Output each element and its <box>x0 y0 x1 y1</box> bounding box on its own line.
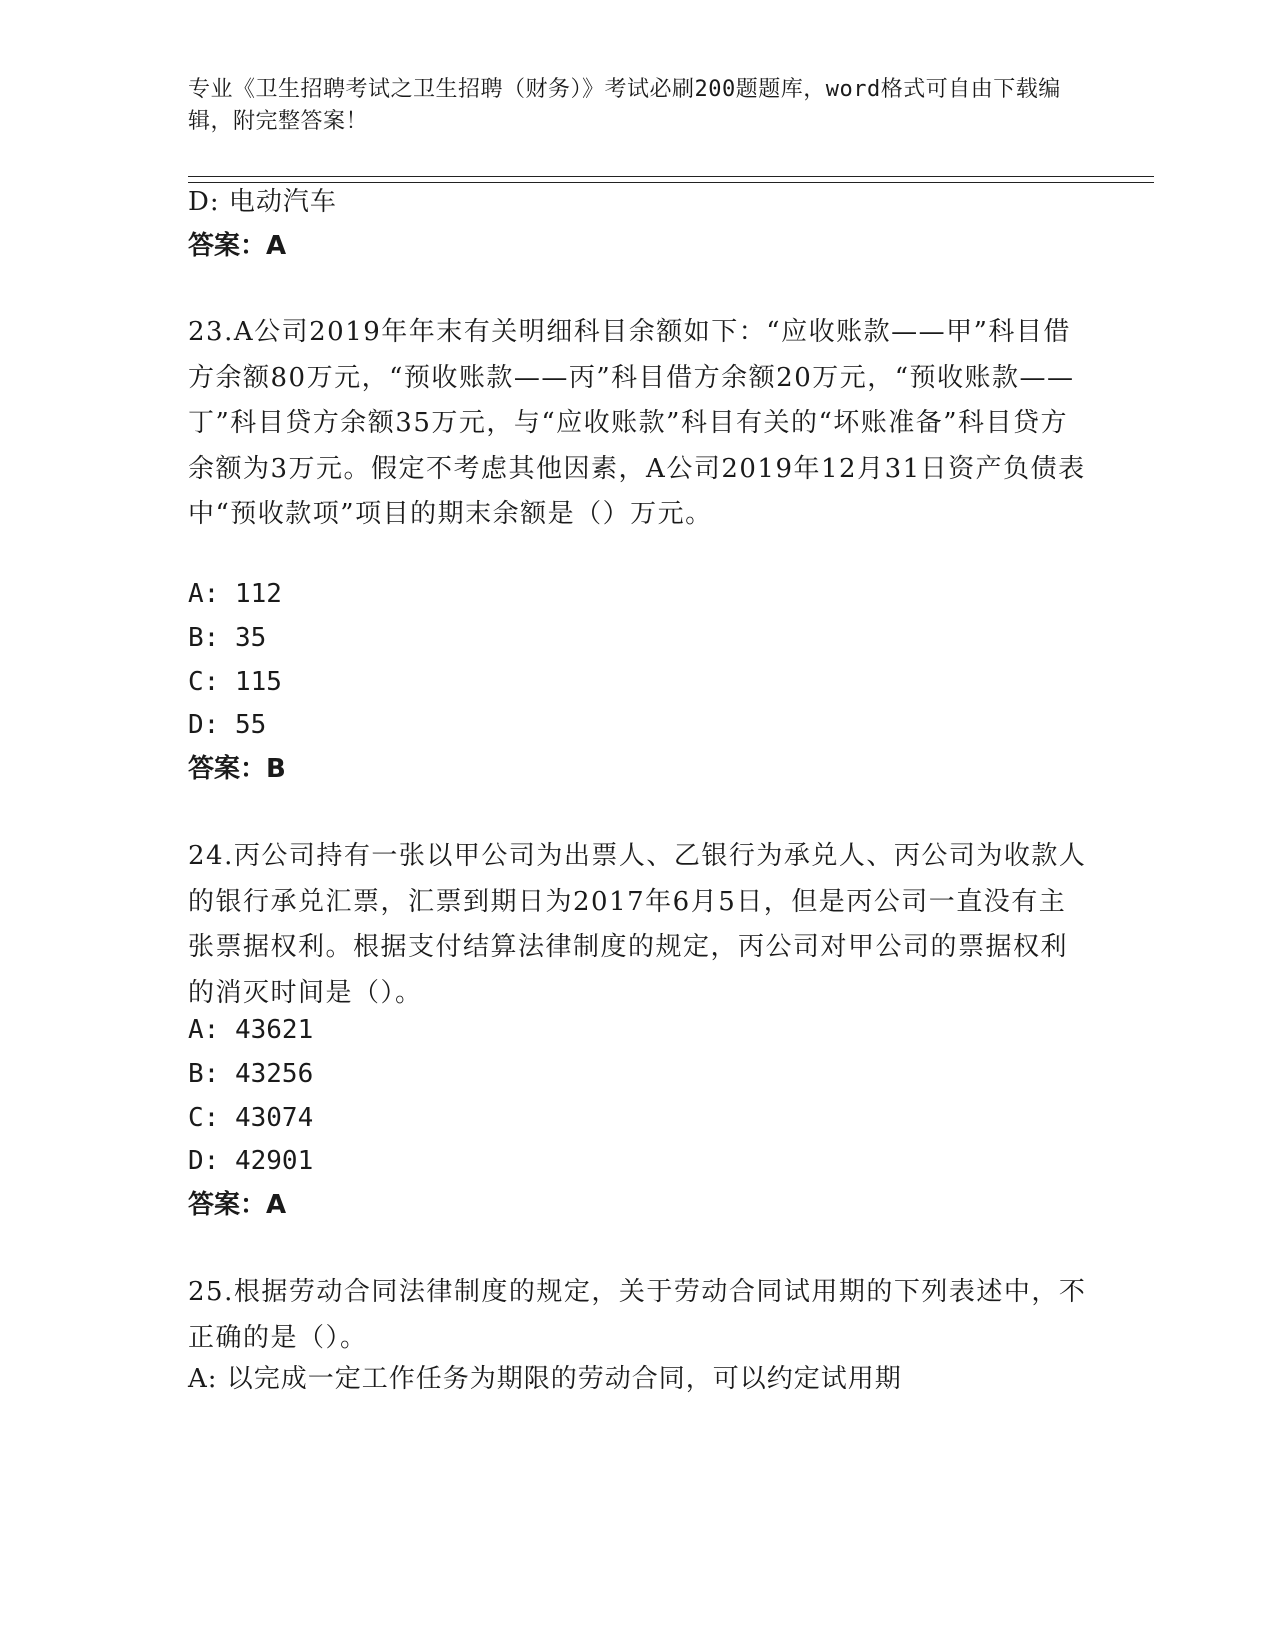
question-24-answer: 答案：A <box>188 1190 287 1220</box>
question-24-stem: 24.丙公司持有一张以甲公司为出票人、乙银行为承兑人、丙公司为收款人的银行承兑汇票，汇票到期日为2017年6月5日，但是丙公司一直没有主张票据权利。根据支付结算法律制度的规定，丙公司对甲公司的票据权利的消灭时间是（）。 <box>188 841 1087 1008</box>
question-25-option-a: A: 以完成一定工作任务为期限的劳动合同，可以约定试用期 <box>188 1364 902 1394</box>
question-25-stem: 25.根据劳动合同法律制度的规定，关于劳动合同试用期的下列表述中，不正确的是（）。 <box>188 1277 1087 1353</box>
question-24-option-a: A: 43621 <box>188 1015 314 1045</box>
question-23-option-a: A: 112 <box>188 579 282 609</box>
question-23-option-d: D: 55 <box>188 710 267 740</box>
question-24-option-c: C: 43074 <box>188 1103 314 1133</box>
document-header: 专业《卫生招聘考试之卫生招聘（财务）》考试必刷200题题库，word格式可自由下载编辑，附完整答案！ <box>188 77 1061 134</box>
question-24-option-d: D: 42901 <box>188 1146 314 1176</box>
question-23-answer: 答案：B <box>188 754 286 784</box>
question-23-stem: 23.A公司2019年年末有关明细科目余额如下：“应收账款——甲”科目借方余额80万元，“预收账款——丙”科目借方余额20万元，“预收账款——丁”科目贷方余额35万元，与“应收账款”科目有关的“坏账准备”科目贷方余额为3万元。假定不考虑其他因素，A公司2019年12月31日资产负债表中“预收款项”项目的期末余额是（）万元。 <box>188 317 1086 529</box>
header-divider-bottom <box>188 182 1154 183</box>
question-24-option-b: B: 43256 <box>188 1059 314 1089</box>
prev-question-option-d: D: 电动汽车 <box>188 187 337 217</box>
prev-question-answer: 答案：A <box>188 231 287 261</box>
question-23-option-b: B: 35 <box>188 623 267 653</box>
question-23-option-c: C: 115 <box>188 667 282 697</box>
header-divider-top <box>188 176 1154 177</box>
